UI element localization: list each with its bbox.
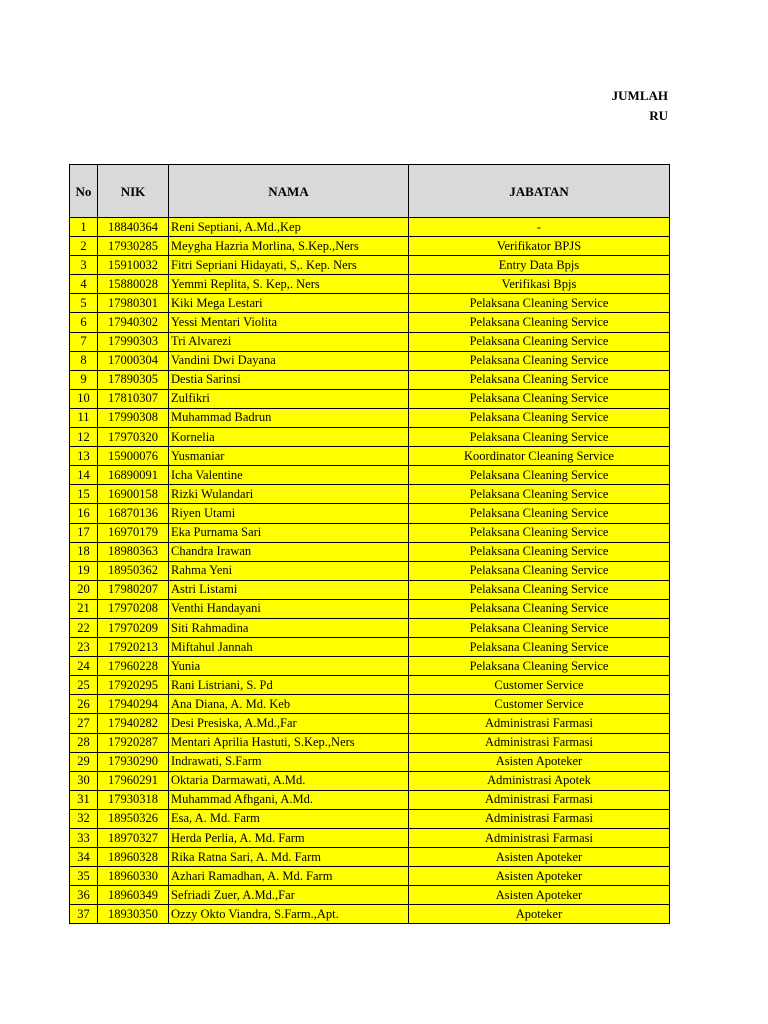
row-number-cell: 28 — [70, 733, 98, 752]
nik-cell: 18960349 — [98, 886, 169, 905]
table-row — [70, 428, 670, 447]
jabatan-cell: Pelaksana Cleaning Service — [409, 294, 670, 313]
row-number-cell: 7 — [70, 332, 98, 351]
table-row — [70, 638, 670, 657]
row-number-cell: 11 — [70, 408, 98, 427]
nik-cell: 17920295 — [98, 676, 169, 695]
nik-cell: 17990308 — [98, 408, 169, 427]
table-row — [70, 580, 670, 599]
table-row — [70, 466, 670, 485]
table-row — [70, 752, 670, 771]
row-number-cell: 26 — [70, 695, 98, 714]
row-number-cell: 32 — [70, 809, 98, 828]
nama-cell: Meygha Hazria Morlina, S.Kep.,Ners — [169, 237, 409, 256]
nik-cell: 15900076 — [98, 447, 169, 466]
nik-cell: 18840364 — [98, 218, 169, 237]
table-row — [70, 275, 670, 294]
row-number-cell: 14 — [70, 466, 98, 485]
jabatan-cell: Pelaksana Cleaning Service — [409, 389, 670, 408]
nik-cell: 18950326 — [98, 809, 169, 828]
nama-cell: Herda Perlia, A. Md. Farm — [169, 829, 409, 848]
row-number-cell: 36 — [70, 886, 98, 905]
table-row — [70, 351, 670, 370]
row-number-cell: 12 — [70, 428, 98, 447]
jabatan-cell: Apoteker — [409, 905, 670, 924]
table-row — [70, 714, 670, 733]
nama-cell: Destia Sarinsi — [169, 370, 409, 389]
jabatan-cell: Asisten Apoteker — [409, 886, 670, 905]
jabatan-cell: Pelaksana Cleaning Service — [409, 408, 670, 427]
nik-cell: 17970208 — [98, 599, 169, 618]
row-number-cell: 17 — [70, 523, 98, 542]
nik-cell: 17940302 — [98, 313, 169, 332]
jabatan-cell: Pelaksana Cleaning Service — [409, 313, 670, 332]
jabatan-cell: Pelaksana Cleaning Service — [409, 561, 670, 580]
table-row — [70, 408, 670, 427]
nama-cell: Ana Diana, A. Md. Keb — [169, 695, 409, 714]
nama-cell: Venthi Handayani — [169, 599, 409, 618]
nama-cell: Kiki Mega Lestari — [169, 294, 409, 313]
nik-cell: 17810307 — [98, 389, 169, 408]
nama-cell: Oktaria Darmawati, A.Md. — [169, 771, 409, 790]
table-row — [70, 256, 670, 275]
nik-cell: 18960328 — [98, 848, 169, 867]
table-row — [70, 389, 670, 408]
nama-cell: Astri Listami — [169, 580, 409, 599]
table-body — [70, 218, 670, 924]
nik-cell: 18970327 — [98, 829, 169, 848]
nama-cell: Eka Purnama Sari — [169, 523, 409, 542]
nik-cell: 15880028 — [98, 275, 169, 294]
nama-cell: Indrawati, S.Farm — [169, 752, 409, 771]
table-row — [70, 504, 670, 523]
table-row — [70, 485, 670, 504]
nik-cell: 17980301 — [98, 294, 169, 313]
jabatan-cell: Pelaksana Cleaning Service — [409, 485, 670, 504]
nama-cell: Reni Septiani, A.Md.,Kep — [169, 218, 409, 237]
table-row — [70, 809, 670, 828]
nik-cell: 17920213 — [98, 638, 169, 657]
nik-cell: 18980363 — [98, 542, 169, 561]
nama-cell: Ozzy Okto Viandra, S.Farm.,Apt. — [169, 905, 409, 924]
row-number-cell: 3 — [70, 256, 98, 275]
nik-cell: 17960228 — [98, 657, 169, 676]
row-number-cell: 29 — [70, 752, 98, 771]
row-number-cell: 1 — [70, 218, 98, 237]
employee-table — [69, 164, 670, 924]
nama-cell: Azhari Ramadhan, A. Md. Farm — [169, 867, 409, 886]
nik-cell: 17990303 — [98, 332, 169, 351]
nama-cell: Tri Alvarezi — [169, 332, 409, 351]
nik-cell: 17940282 — [98, 714, 169, 733]
nama-cell: Yunia — [169, 657, 409, 676]
nama-cell: Muhammad Afhgani, A.Md. — [169, 790, 409, 809]
table-row — [70, 771, 670, 790]
jabatan-cell: Pelaksana Cleaning Service — [409, 370, 670, 389]
nik-cell: 17930290 — [98, 752, 169, 771]
table-row — [70, 561, 670, 580]
nik-cell: 18950362 — [98, 561, 169, 580]
nik-cell: 18930350 — [98, 905, 169, 924]
table-row — [70, 313, 670, 332]
row-number-cell: 20 — [70, 580, 98, 599]
row-number-cell: 13 — [70, 447, 98, 466]
table-row — [70, 332, 670, 351]
table-row — [70, 790, 670, 809]
nama-cell: Sefriadi Zuer, A.Md.,Far — [169, 886, 409, 905]
nama-cell: Zulfikri — [169, 389, 409, 408]
table-row — [70, 618, 670, 637]
row-number-cell: 16 — [70, 504, 98, 523]
jabatan-cell: Pelaksana Cleaning Service — [409, 580, 670, 599]
nama-cell: Vandini Dwi Dayana — [169, 351, 409, 370]
nik-cell: 16890091 — [98, 466, 169, 485]
jabatan-cell: Customer Service — [409, 695, 670, 714]
row-number-cell: 6 — [70, 313, 98, 332]
jabatan-cell: Verifikator BPJS — [409, 237, 670, 256]
nik-cell: 17960291 — [98, 771, 169, 790]
row-number-cell: 24 — [70, 657, 98, 676]
jabatan-cell: Entry Data Bpjs — [409, 256, 670, 275]
row-number-cell: 22 — [70, 618, 98, 637]
nik-cell: 17930285 — [98, 237, 169, 256]
column-header-no: No — [70, 165, 98, 218]
jabatan-cell: Pelaksana Cleaning Service — [409, 428, 670, 447]
table-row — [70, 695, 670, 714]
column-header-jabatan: JABATAN — [409, 165, 670, 218]
row-number-cell: 34 — [70, 848, 98, 867]
row-number-cell: 19 — [70, 561, 98, 580]
nik-cell: 16970179 — [98, 523, 169, 542]
table-row — [70, 599, 670, 618]
jabatan-cell: Pelaksana Cleaning Service — [409, 542, 670, 561]
nama-cell: Siti Rahmadina — [169, 618, 409, 637]
row-number-cell: 30 — [70, 771, 98, 790]
nama-cell: Mentari Aprilia Hastuti, S.Kep.,Ners — [169, 733, 409, 752]
jabatan-cell: Administrasi Farmasi — [409, 809, 670, 828]
column-header-nama: NAMA — [169, 165, 409, 218]
nama-cell: Rika Ratna Sari, A. Md. Farm — [169, 848, 409, 867]
nama-cell: Miftahul Jannah — [169, 638, 409, 657]
jabatan-cell: Pelaksana Cleaning Service — [409, 657, 670, 676]
nama-cell: Riyen Utami — [169, 504, 409, 523]
page-title-line-1: JUMLAH — [611, 88, 668, 103]
jabatan-cell: Pelaksana Cleaning Service — [409, 599, 670, 618]
table-row — [70, 447, 670, 466]
table-row — [70, 294, 670, 313]
jabatan-cell: - — [409, 218, 670, 237]
table-row — [70, 848, 670, 867]
table-row — [70, 523, 670, 542]
page-title-line-2: RU — [649, 108, 668, 123]
nama-cell: Esa, A. Md. Farm — [169, 809, 409, 828]
nik-cell: 17970209 — [98, 618, 169, 637]
jabatan-cell: Pelaksana Cleaning Service — [409, 332, 670, 351]
nik-cell: 17920287 — [98, 733, 169, 752]
nama-cell: Rizki Wulandari — [169, 485, 409, 504]
row-number-cell: 9 — [70, 370, 98, 389]
table-row — [70, 733, 670, 752]
jabatan-cell: Administrasi Farmasi — [409, 790, 670, 809]
jabatan-cell: Asisten Apoteker — [409, 867, 670, 886]
jabatan-cell: Administrasi Apotek — [409, 771, 670, 790]
nama-cell: Yemmi Replita, S. Kep,. Ners — [169, 275, 409, 294]
row-number-cell: 25 — [70, 676, 98, 695]
table-row — [70, 905, 670, 924]
jabatan-cell: Pelaksana Cleaning Service — [409, 638, 670, 657]
nama-cell: Icha Valentine — [169, 466, 409, 485]
nama-cell: Muhammad Badrun — [169, 408, 409, 427]
jabatan-cell: Pelaksana Cleaning Service — [409, 618, 670, 637]
nama-cell: Rahma Yeni — [169, 561, 409, 580]
jabatan-cell: Pelaksana Cleaning Service — [409, 351, 670, 370]
nama-cell: Chandra Irawan — [169, 542, 409, 561]
row-number-cell: 27 — [70, 714, 98, 733]
table-row — [70, 657, 670, 676]
row-number-cell: 31 — [70, 790, 98, 809]
nik-cell: 16900158 — [98, 485, 169, 504]
jabatan-cell: Pelaksana Cleaning Service — [409, 466, 670, 485]
row-number-cell: 10 — [70, 389, 98, 408]
jabatan-cell: Administrasi Farmasi — [409, 733, 670, 752]
table-row — [70, 886, 670, 905]
jabatan-cell: Customer Service — [409, 676, 670, 695]
jabatan-cell: Administrasi Farmasi — [409, 714, 670, 733]
nik-cell: 18960330 — [98, 867, 169, 886]
jabatan-cell: Administrasi Farmasi — [409, 829, 670, 848]
nama-cell: Kornelia — [169, 428, 409, 447]
row-number-cell: 37 — [70, 905, 98, 924]
row-number-cell: 33 — [70, 829, 98, 848]
nik-cell: 17940294 — [98, 695, 169, 714]
jabatan-cell: Pelaksana Cleaning Service — [409, 504, 670, 523]
table-row — [70, 370, 670, 389]
jabatan-cell: Asisten Apoteker — [409, 848, 670, 867]
table-row — [70, 218, 670, 237]
row-number-cell: 15 — [70, 485, 98, 504]
table-row — [70, 542, 670, 561]
nik-cell: 17000304 — [98, 351, 169, 370]
nama-cell: Fitri Sepriani Hidayati, S,. Kep. Ners — [169, 256, 409, 275]
table-row — [70, 237, 670, 256]
jabatan-cell: Verifikasi Bpjs — [409, 275, 670, 294]
row-number-cell: 4 — [70, 275, 98, 294]
nik-cell: 16870136 — [98, 504, 169, 523]
nama-cell: Desi Presiska, A.Md.,Far — [169, 714, 409, 733]
table-row — [70, 829, 670, 848]
nik-cell: 17980207 — [98, 580, 169, 599]
nik-cell: 17890305 — [98, 370, 169, 389]
nik-cell: 15910032 — [98, 256, 169, 275]
row-number-cell: 2 — [70, 237, 98, 256]
nama-cell: Yessi Mentari Violita — [169, 313, 409, 332]
nik-cell: 17970320 — [98, 428, 169, 447]
nik-cell: 17930318 — [98, 790, 169, 809]
column-header-nik: NIK — [98, 165, 169, 218]
table-row — [70, 676, 670, 695]
nama-cell: Yusmaniar — [169, 447, 409, 466]
row-number-cell: 18 — [70, 542, 98, 561]
row-number-cell: 21 — [70, 599, 98, 618]
jabatan-cell: Koordinator Cleaning Service — [409, 447, 670, 466]
jabatan-cell: Pelaksana Cleaning Service — [409, 523, 670, 542]
table-header-row — [70, 165, 670, 218]
row-number-cell: 8 — [70, 351, 98, 370]
jabatan-cell: Asisten Apoteker — [409, 752, 670, 771]
row-number-cell: 5 — [70, 294, 98, 313]
table-row — [70, 867, 670, 886]
row-number-cell: 35 — [70, 867, 98, 886]
nama-cell: Rani Listriani, S. Pd — [169, 676, 409, 695]
row-number-cell: 23 — [70, 638, 98, 657]
